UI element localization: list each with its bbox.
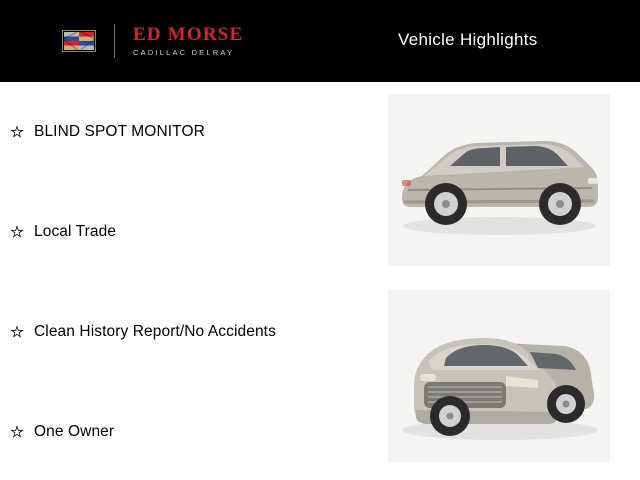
- star-icon: [10, 225, 34, 239]
- vehicle-photo-side-profile[interactable]: [388, 94, 610, 266]
- star-icon: [10, 325, 34, 339]
- page-title: Vehicle Highlights: [398, 30, 538, 49]
- cadillac-crest-icon: [62, 30, 96, 52]
- page-header: [0, 0, 640, 82]
- highlight-label: One Owner: [34, 423, 115, 440]
- list-item: [0, 382, 380, 480]
- highlights-list: [0, 82, 380, 480]
- star-icon: [10, 425, 34, 439]
- dealer-subtitle: CADILLAC DELRAY: [133, 47, 235, 57]
- highlight-label: Clean History Report/No Accidents: [34, 323, 276, 340]
- list-item: [0, 182, 380, 282]
- dealer-brand-logo: [62, 16, 243, 66]
- vehicle-photo-front-three-quarter[interactable]: [388, 290, 610, 462]
- list-item: [0, 282, 380, 382]
- dealer-name: ED MORSE: [133, 24, 244, 46]
- brand-divider: [114, 24, 115, 58]
- highlight-label: BLIND SPOT MONITOR: [34, 123, 205, 140]
- star-icon: [10, 125, 34, 139]
- highlight-label: Local Trade: [34, 223, 117, 240]
- list-item: [0, 82, 380, 182]
